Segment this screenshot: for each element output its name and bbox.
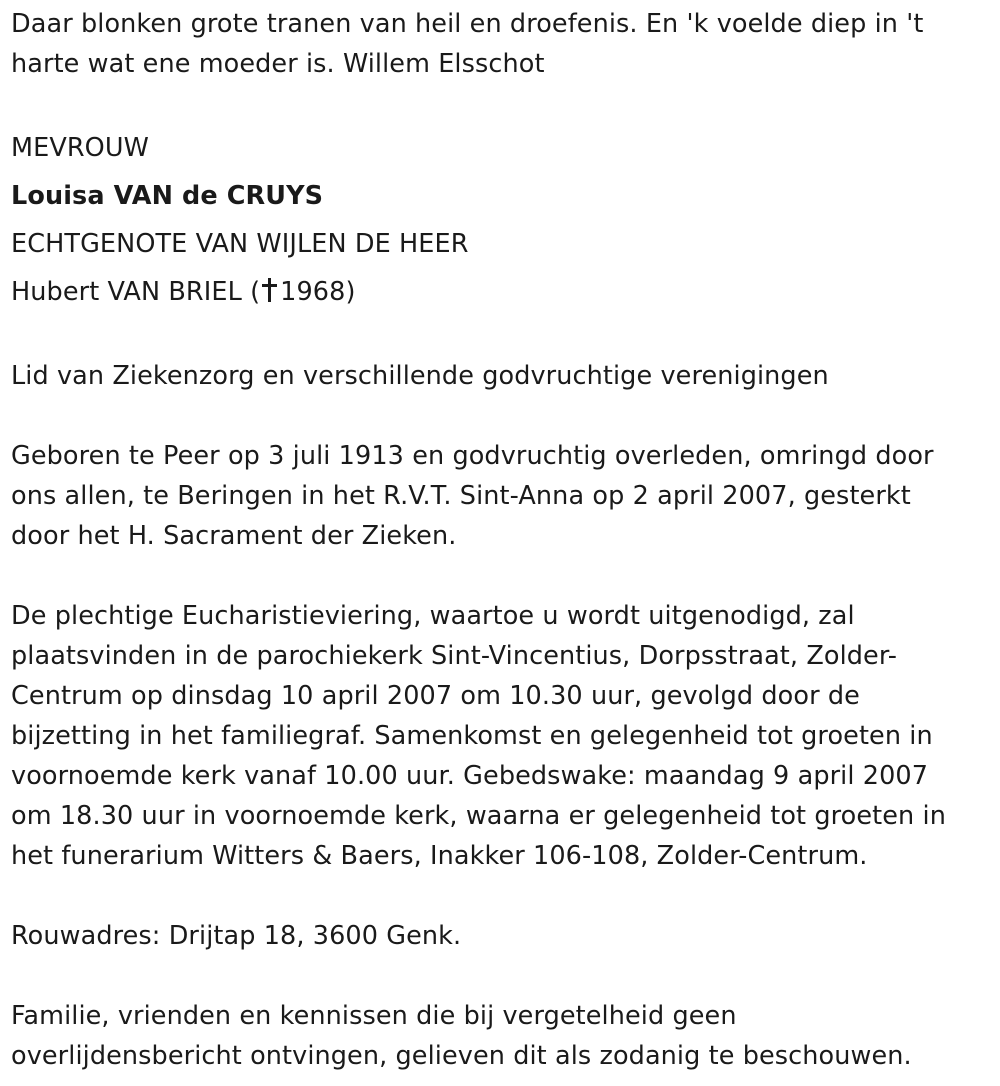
paragraph-line: bijzetting in het familiegraf. Samenkomst en gelegenheid tot groeten in xyxy=(11,721,933,751)
paragraph-line: het funerarium Witters & Baers, Inakker 106-108, Zolder-Centrum. xyxy=(11,841,868,871)
spacer xyxy=(11,556,991,596)
paragraph-line: overlijdensbericht ontvingen, gelieven dit als zodanig te beschouwen. xyxy=(11,1041,912,1071)
latin-cross-icon xyxy=(262,278,277,302)
birth-death-paragraph xyxy=(11,436,991,556)
deceased-name: Louisa VAN de CRUYS xyxy=(11,181,324,211)
spacer xyxy=(11,396,991,436)
paragraph-line: door het H. Sacrament der Zieken. xyxy=(11,521,457,551)
quote-line: harte wat ene moeder is. Willem Elsschot xyxy=(11,49,545,79)
mourning-address: Rouwadres: Drijtap 18, 3600 Genk. xyxy=(11,921,462,951)
paragraph-line: voornoemde kerk vanaf 10.00 uur. Gebedswake: maandag 9 april 2007 xyxy=(11,761,929,791)
paragraph-line: De plechtige Eucharistieviering, waartoe u wordt uitgenodigd, zal xyxy=(11,601,855,631)
ceremony-paragraph xyxy=(11,596,991,876)
deceased-block xyxy=(11,124,991,316)
paragraph-line: ons allen, te Beringen in het R.V.T. Sint-Anna op 2 april 2007, gesterkt xyxy=(11,481,911,511)
spacer xyxy=(11,316,991,356)
quote-block xyxy=(11,4,991,84)
closing-paragraph xyxy=(11,996,991,1076)
quote-line: Daar blonken grote tranen van heil en droefenis. En 'k voelde diep in 't xyxy=(11,9,924,39)
obituary-document xyxy=(11,4,991,1076)
spacer xyxy=(11,956,991,996)
spouse-name: Hubert VAN BRIEL ( xyxy=(11,277,261,307)
spouse-line xyxy=(11,268,991,316)
spacer xyxy=(11,876,991,916)
paragraph-line: om 18.30 uur in voornoemde kerk, waarna er gelegenheid tot groeten in xyxy=(11,801,946,831)
spouse-death-year: 1968) xyxy=(280,277,356,307)
paragraph-line: Centrum op dinsdag 10 april 2007 om 10.30 uur, gevolgd door de xyxy=(11,681,860,711)
paragraph-line: Familie, vrienden en kennissen die bij vergetelheid geen xyxy=(11,1001,737,1031)
membership-line: Lid van Ziekenzorg en verschillende godvruchtige verenigingen xyxy=(11,361,829,391)
paragraph-line: Geboren te Peer op 3 juli 1913 en godvruchtig overleden, omringd door xyxy=(11,441,934,471)
spacer xyxy=(11,84,991,124)
deceased-title: MEVROUW xyxy=(11,133,149,163)
relation-line: ECHTGENOTE VAN WIJLEN DE HEER xyxy=(11,229,469,259)
paragraph-line: plaatsvinden in de parochiekerk Sint-Vincentius, Dorpsstraat, Zolder- xyxy=(11,641,898,671)
